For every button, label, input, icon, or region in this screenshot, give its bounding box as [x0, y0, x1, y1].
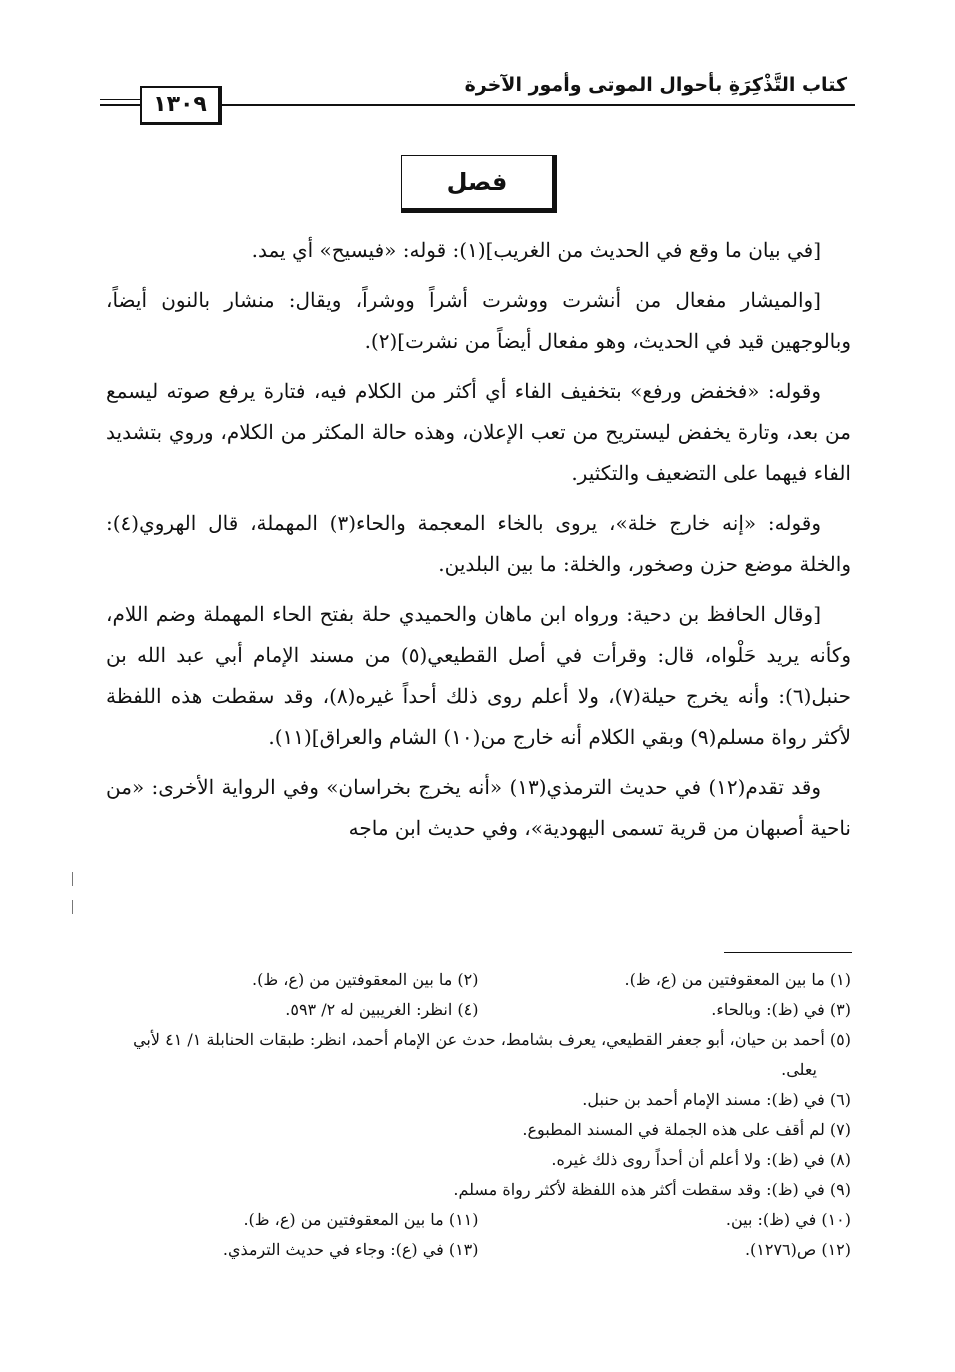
footnote: (١) ما بين المعقوفتين من (ع، ظ). [624, 970, 851, 989]
footnote: (٨) في (ظ): ولا أعلم أن أحداً روى ذلك غيره. [551, 1150, 851, 1169]
footnote: (٥) أحمد بن حيان، أبو جعفر القطيعي، يعرف بشامط، حدث عن الإمام أحمد، انظر: طبقات الحنابلة ١/ ٤١ لأبي يعلى. [133, 1030, 851, 1079]
main-text [106, 230, 851, 858]
page-number: ١٣٠٩ [140, 86, 222, 125]
footnote-row [106, 1235, 851, 1265]
section-title: فصل [401, 155, 557, 213]
paragraph: وقوله: «فخفض ورفع» بتخفيف الفاء أي أكثر من الكلام فيه، فتارة يرفع صوته ليسمع من بعد، وتارة يخفض ليستريح من تعب الإعلان، وهذه حالة المكثر من الكلام، وروي بتشديد الفاء فيهما على التضعيف والتكثير. [106, 379, 851, 485]
footnotes [106, 965, 851, 1265]
footnote: (١٣) في (ع): وجاء في حديث الترمذي. [222, 1240, 479, 1259]
footnote: (٧) لم أقف على هذه الجملة في المسند المطبوع. [522, 1120, 851, 1139]
margin-mark [72, 872, 73, 886]
paragraph: وقوله: «إنه خارج خلة»، يروى بالخاء المعجمة والحاء(٣) المهملة، قال الهروي(٤): والخلة موضع حزن وصخور، والخلة: ما بين البلدين. [106, 511, 851, 576]
footnote: (١١) ما بين المعقوفتين من (ع، ظ). [243, 1210, 479, 1229]
footnote-row [106, 965, 851, 995]
footnote: (٤) انظر: الغريبين له ٢/ ٥٩٣. [285, 1000, 479, 1019]
footnote: (٦) في (ظ): مسند الإمام أحمد بن حنبل. [582, 1090, 851, 1109]
footnote: (١٠) في (ظ): بين. [725, 1210, 851, 1229]
paragraph: [وقال الحافظ بن دحية: ورواه ابن ماهان والحميدي حلة بفتح الحاء المهملة وضم اللام، وكأنه يريد حَلْواه، قال: وقرأت في أصل القطيعي(٥) من مسند الإمام أبي عبد الله بن حنبل(٦): وأنه يخرج حيلة(٧)، ولا أعلم روى ذلك أحداً غيره(٨)، وقد سقطت هذه اللفظة لأكثر رواة مسلم(٩) وبقي الكلام أنه خارج من(١٠) الشام والعراق](١١). [106, 602, 851, 749]
footnote-separator [724, 952, 852, 953]
paragraph: [في بيان ما وقع في الحديث من الغريب](١): قوله: «فيسيح» أي يمد. [251, 238, 821, 262]
paragraph: [والميشار مفعال من أنشرت ووشرت أشراً ووشراً، ويقال: منشار بالنون أيضاً، وبالوجهين قيد في الحديث، وهو مفعال أيضاً من نشرت](٢). [106, 288, 851, 353]
footnote: (٣) في (ظ): وبالحاء. [711, 1000, 851, 1019]
footnote: (٩) في (ظ): وقد سقطت أكثر هذه اللفظة لأكثر رواة مسلم. [453, 1180, 851, 1199]
paragraph: وقد تقدم(١٢) في حديث الترمذي(١٣) «أنه يخرج بخراسان» وفي الرواية الأخرى: «من ناحية أصبهان من قرية تسمى اليهودية»، وفي حديث ابن ماجه [106, 775, 851, 840]
footnote: (١٢) ص(١٢٧٦). [744, 1240, 851, 1259]
running-title: كتاب التَّذْكِرَةِ بأحوال الموتى وأمور الآخرة [464, 74, 847, 96]
margin-mark [72, 900, 73, 914]
footnote: (٢) ما بين المعقوفتين من (ع، ظ). [252, 970, 479, 989]
footnote-row [106, 995, 851, 1025]
header-rule-short [100, 99, 144, 100]
footnote-row [106, 1205, 851, 1235]
